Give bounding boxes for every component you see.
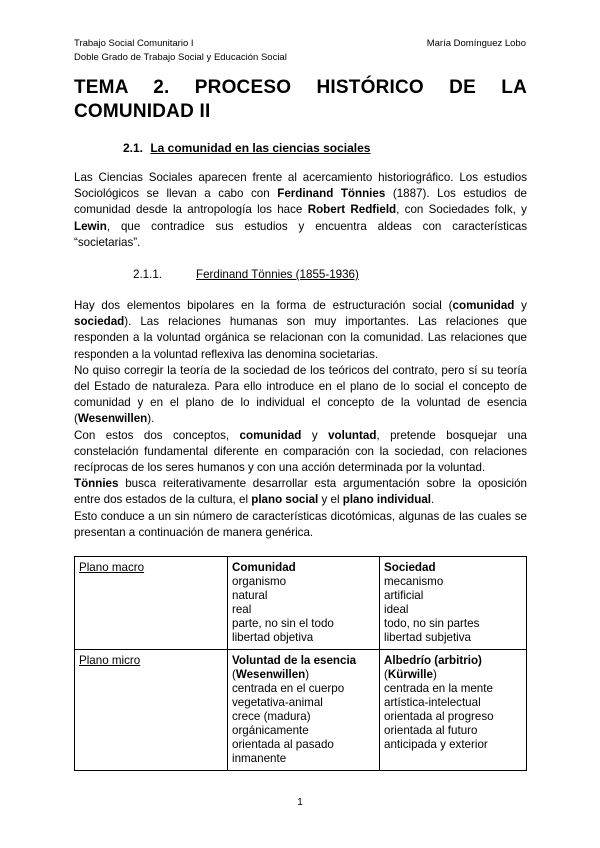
sentence-1: [74, 298, 527, 363]
comparison-table: [74, 556, 527, 771]
bold-run: Tönnies: [74, 477, 119, 491]
cell-subheading: [384, 668, 522, 682]
title-line-1: TEMA 2. PROCESO HISTÓRICO DE LA: [74, 77, 527, 98]
text-run: busca reiterativamente desarrollar esta argumentación sobre la oposición entre dos estados de la cultura, el: [74, 477, 527, 507]
text-run: , pretende bosquejar una constelación fundamental diferente en comparación con la sociedad, con relaciones recíprocas de los seres humanos y con una acción determinada por la voluntad.: [74, 428, 528, 475]
sociedad-cell: [380, 557, 527, 650]
subsection-heading: [133, 268, 359, 281]
row-label-cell: [75, 557, 228, 650]
bold-run: comunidad: [239, 428, 302, 442]
cell-item: organismo: [232, 575, 287, 588]
cell-item: orgánicamente: [232, 724, 309, 737]
row-label: Plano micro: [79, 654, 141, 667]
section-heading: [123, 141, 370, 155]
bold-run: plano social: [251, 493, 319, 507]
paren-close: ): [432, 668, 437, 681]
table-row-micro: [75, 650, 527, 771]
text-run: Las Ciencias Sociales aparecen frente al acercamiento historiográfico. Los estudios Sociológicos se llevan a cabo con: [74, 171, 527, 201]
cell-heading: Comunidad: [232, 561, 296, 574]
sentence-3: [74, 428, 527, 477]
bold-run: Robert Redfield: [307, 203, 397, 217]
text-run: Hay dos elementos bipolares en la forma de estructuración social (: [74, 299, 453, 312]
paren-close: ): [305, 668, 310, 681]
cell-item: vegetativa-animal: [232, 696, 323, 709]
text-run: (1887). Los estudios de comunidad desde la antropología los hace: [74, 187, 527, 217]
text-run: y: [514, 299, 527, 312]
text-run: , con Sociedades folk, y: [396, 203, 527, 217]
cell-item: orientada al progreso: [384, 710, 494, 723]
title-line-2: COMUNIDAD II: [74, 101, 211, 122]
albedrio-cell: [380, 650, 527, 771]
cell-item: crece (madura): [232, 710, 311, 723]
cell-item: mecanismo: [384, 575, 444, 588]
text-run: ).: [147, 412, 155, 426]
bold-run: voluntad: [328, 428, 377, 442]
bold-run: comunidad: [452, 299, 515, 312]
cell-item: ideal: [384, 603, 409, 616]
cell-item: anticipada y exterior: [384, 738, 488, 751]
sentence-4: [74, 476, 527, 508]
cell-item: libertad objetiva: [232, 631, 314, 644]
header-author: María Domínguez Lobo: [426, 38, 526, 49]
cell-heading: Voluntad de la esencia: [232, 654, 357, 667]
header-course: Trabajo Social Comunitario I: [74, 38, 194, 49]
cell-item: orientada al pasado: [232, 738, 334, 751]
subsection-title: Ferdinand Tönnies (1855-1936): [196, 268, 359, 281]
header-degree: Doble Grado de Trabajo Social y Educación Social: [74, 52, 287, 63]
sentence-5: [74, 509, 527, 541]
cell-item: natural: [232, 589, 268, 602]
paren-open: (: [232, 668, 236, 681]
text-run: , que contradice sus estudios y encuentra aldeas con características “societarias”.: [74, 219, 527, 249]
text-run: No quiso corregir la teoría de la sociedad de los teóricos del contrato, pero sí su teoría del Estado de naturaleza. Para ello introduce en el plano de lo social el concepto de comunidad y en el plano de lo individual el concepto de la voluntad de esencia (: [74, 363, 527, 426]
cell-item: libertad subjetiva: [384, 631, 472, 644]
bold-run: sociedad: [74, 315, 125, 329]
cell-item: parte, no sin el todo: [232, 617, 334, 630]
cell-item: artística-intelectual: [384, 696, 481, 709]
cell-item: centrada en el cuerpo: [232, 682, 345, 695]
cell-item: orientada al futuro: [384, 724, 478, 737]
bold-run: Kürwille: [387, 668, 433, 681]
text-run: .: [431, 493, 435, 507]
cell-heading: Sociedad: [384, 561, 436, 574]
bold-run: Lewin: [74, 219, 107, 233]
text-run: y el: [318, 493, 343, 507]
bold-run: Wesenwillen: [77, 412, 148, 426]
cell-item: todo, no sin partes: [384, 617, 480, 630]
table-row-macro: [75, 557, 527, 650]
section-title: La comunidad en las ciencias sociales: [150, 141, 371, 155]
row-label-cell: [75, 650, 228, 771]
comunidad-cell: [228, 557, 380, 650]
bold-run: Wesenwillen: [235, 668, 306, 681]
cell-subheading: [232, 668, 375, 682]
cell-item: centrada en la mente: [384, 682, 493, 695]
paragraph-tonnies: [74, 298, 527, 541]
row-label: Plano macro: [79, 561, 145, 574]
text-run: Esto conduce a un sin número de características dicotómicas, algunas de las cuales se presentan a continuación de manera genérica.: [74, 509, 527, 539]
bold-run: Ferdinand Tönnies: [277, 187, 386, 201]
voluntad-cell: [228, 650, 380, 771]
text-run: ). Las relaciones humanas son muy importantes. Las relaciones que responden a la voluntad orgánica se relacionan con la comunidad. Las relaciones que responden a la voluntad reflexiva las denomina societarias.: [74, 315, 527, 361]
text-run: Con estos dos conceptos,: [74, 428, 240, 442]
page-header: [74, 37, 526, 65]
cell-heading: Albedrío (arbitrio): [384, 654, 482, 667]
subsection-number: 2.1.1.: [133, 268, 163, 281]
page-number: 1: [297, 797, 303, 808]
cell-item: inmanente: [232, 752, 287, 765]
text-run: y: [301, 428, 329, 442]
bold-run: plano individual: [342, 493, 431, 507]
section-number: 2.1.: [123, 141, 144, 155]
cell-item: artificial: [384, 589, 424, 602]
cell-item: real: [232, 603, 252, 616]
page-title: [74, 76, 527, 124]
paren-open: (: [384, 668, 388, 681]
paragraph-intro: [74, 170, 527, 251]
sentence-2: [74, 363, 527, 428]
